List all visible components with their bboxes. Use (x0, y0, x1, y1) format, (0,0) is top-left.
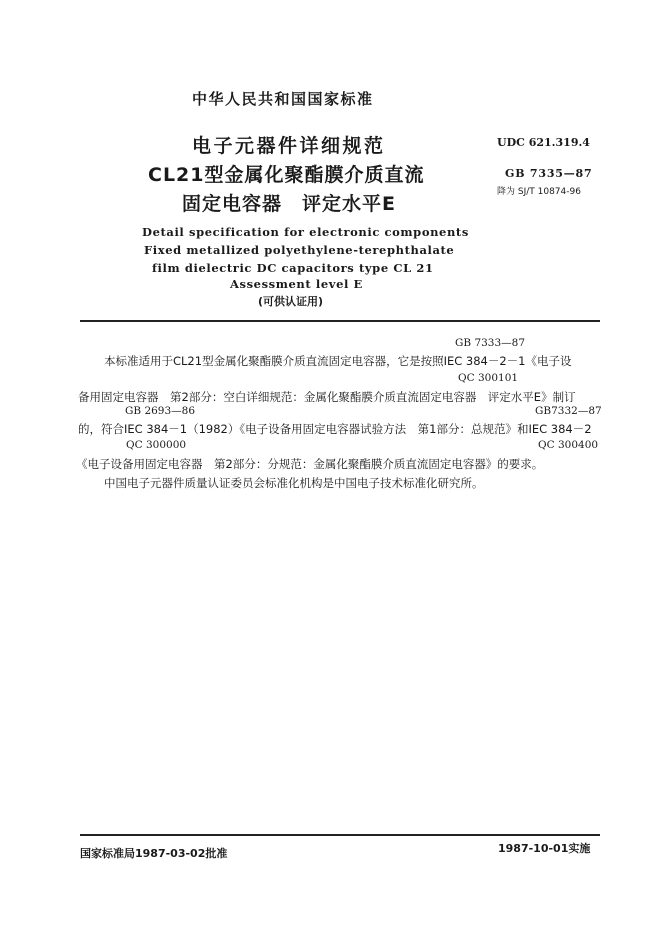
footer-divider (80, 834, 600, 836)
replaced-by-note: 降为 SJ/T 10874-96 (497, 187, 581, 197)
ref-gb7333: GB 7333—87 (455, 337, 526, 349)
title-en-line2: Fixed metallized polyethylene-terephthalate (144, 243, 455, 257)
body-line5: 中国电子元器件质量认证委员会标准化机构是中国电子技术标准化研究所。 (104, 476, 484, 490)
title-en-line1: Detail specification for electronic components (142, 225, 469, 239)
gb-number: GB 7335—87 (505, 167, 593, 180)
title-cn-line1: 电子元器件详细规范 (192, 135, 386, 157)
ref-qc300400: QC 300400 (538, 439, 599, 451)
body-line2: 备用固定电容器 第2部分：空白详细规范：金属化聚酯膜介质直流固定电容器 评定水平E》制订 (78, 390, 576, 404)
implementation-date: 1987-10-01实施 (498, 842, 591, 855)
body-line4: 《电子设备用固定电容器 第2部分：分规范：金属化聚酯膜介质直流固定电容器》的要求。 (76, 457, 544, 471)
approval-date: 国家标准局1987-03-02批准 (80, 847, 228, 860)
ref-gb7332: GB7332—87 (535, 405, 602, 417)
national-standard-label: 中华人民共和国国家标准 (192, 90, 374, 108)
title-en-line4: Assessment level E (230, 277, 363, 291)
body-line3: 的，符合IEC 384－1（1982）《电子设备用固定电容器试验方法 第1部分：总规范》和IEC 384－2 (78, 422, 592, 436)
title-en-line3: film dielectric DC capacitors type CL 21 (152, 261, 434, 275)
header-divider (80, 320, 600, 322)
ref-gb2693: GB 2693—86 (125, 405, 196, 417)
ref-qc300000: QC 300000 (126, 439, 187, 451)
ref-qc300101: QC 300101 (458, 372, 519, 384)
availability-note: (可供认证用) (258, 295, 324, 308)
title-cn-line2: CL21型金属化聚酯膜介质直流 (148, 164, 425, 186)
body-line1: 本标准适用于CL21型金属化聚酯膜介质直流固定电容器，它是按照IEC 384－2－1《电子设 (104, 354, 572, 368)
udc-code: UDC 621.319.4 (497, 136, 590, 149)
title-cn-line3: 固定电容器 评定水平E (182, 193, 396, 215)
